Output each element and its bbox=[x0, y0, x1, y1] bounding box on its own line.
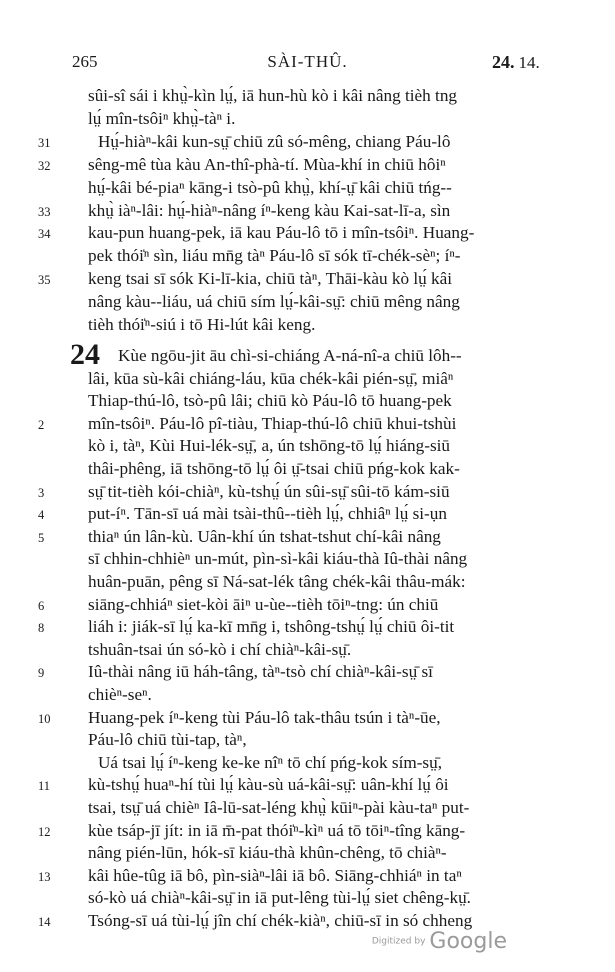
verse-number: 11 bbox=[38, 779, 51, 794]
text-line: kâi hûe-tûg iā bô, pìn-siàⁿ-lâi iā bô. Siāng-chhiáⁿ in taⁿ bbox=[88, 865, 462, 885]
verse-number: 12 bbox=[38, 824, 51, 839]
text-line: chièⁿ-seⁿ. bbox=[88, 685, 152, 704]
verse-number: 14 bbox=[38, 915, 51, 929]
text-line: khṳ̀ iàⁿ-lâi: hṳ́-hiàⁿ-nâng íⁿ-keng kàu Kai-sat-lī-a, sìn bbox=[88, 200, 451, 220]
digitized-by-google-watermark bbox=[372, 929, 507, 954]
text-line: Kùe ngōu-jit āu chì-si-chiáng A-ná-nî-a chiū lôh-- bbox=[118, 346, 462, 365]
text-line: liáh i: jiák-sī lṳ́ ka-kī mn̄g i, tshông-tshṳ́ lṳ́ chiū ôi-tit bbox=[88, 617, 455, 637]
text-line: thiaⁿ ún lân-kù. Uân-khí ún tshat-tshut chí-kâi nâng bbox=[88, 526, 441, 546]
text-line: sêng-mê tùa kàu An-thî-phà-tí. Mùa-khí in chiū hôiⁿ bbox=[88, 154, 446, 174]
verse-number: 35 bbox=[38, 273, 51, 288]
digitized-by-label: Digitized by bbox=[371, 936, 426, 947]
verse-number: 32 bbox=[38, 158, 51, 173]
text-line: sṳ̄ tit-tièh kói-chiàⁿ, kù-tshṳ́ ún sûi-sṳ̄ sûi-tō kám-siū bbox=[88, 481, 450, 501]
text-line: nâng pién-lūn, hók-sī kiáu-thà khûn-chêng, tō chiàⁿ- bbox=[88, 843, 447, 863]
text-line: huân-puān, pêng sī Ná-sat-lék tâng chék-kâi thâu-mák: bbox=[88, 572, 466, 591]
text-line: mîn-tsôiⁿ. Páu-lô pî-tiàu, Thiap-thú-lô chiū khui-tshùi bbox=[88, 413, 457, 433]
verse-number: 2 bbox=[38, 417, 45, 432]
text-line: put-íⁿ. Tān-sī uá mài tsài-thû--tièh lṳ́, chhiâⁿ lṳ́ si-ụn bbox=[88, 504, 447, 524]
page-number: 265 bbox=[72, 52, 98, 71]
text-line: lṳ́ mîn-tsôiⁿ khṳ̀-tàⁿ i. bbox=[88, 108, 236, 128]
verse-number: 13 bbox=[38, 869, 51, 884]
text-line: hṳ́-kâi bé-piaⁿ kāng-i tsò-pû khṳ̀, khí-ṳ̄ kâi chiū tńg-- bbox=[88, 177, 452, 197]
text-line: Uá tsai lṳ́ íⁿ-keng ke-ke nîⁿ tō chí pńg-kok sím-sṳ̄, bbox=[98, 752, 443, 772]
text-line: só-kò uá chiàⁿ-kâi-sṳ̄ in iā put-lêng tùi-lṳ́ siet chêng-kṳ̄. bbox=[88, 888, 471, 908]
text-line: lâi, kūa sù-kâi chiáng-láu, kūa chék-kâi pién-sṳ̄, miâⁿ bbox=[88, 368, 454, 388]
text-line: Iû-thài nâng iū háh-tâng, tàⁿ-tsò chí chiàⁿ-kâi-sṳ̄ sī bbox=[88, 662, 433, 682]
page-title: SÀI-THÛ. bbox=[267, 52, 348, 71]
text-line: sī chhin-chhièⁿ un-mút, pìn-sì-kâi kiáu-thà Iû-thài nâng bbox=[88, 549, 468, 569]
text-line: kau-pun huang-pek, iā kau Páu-lô tō i mîn-tsôiⁿ. Huang- bbox=[88, 223, 475, 243]
verse-number: 3 bbox=[38, 485, 45, 500]
text-line: Páu-lô chiū tùi-tap, tàⁿ, bbox=[88, 730, 247, 750]
chapter-number: 24 bbox=[70, 338, 100, 371]
verse-number: 5 bbox=[38, 530, 45, 545]
verse-number: 6 bbox=[38, 598, 45, 613]
google-logo: Google bbox=[429, 929, 507, 954]
verse-number: 10 bbox=[38, 711, 51, 726]
chapter-reference: 24. bbox=[492, 52, 515, 72]
verse-number: 4 bbox=[38, 508, 45, 523]
text-line: sûi-sî sái i khṳ̀-kìn lṳ́, iā hun-hù kò i kâi nâng tièh tng bbox=[88, 86, 458, 105]
verse-reference: 14. bbox=[518, 53, 540, 72]
verse-number: 31 bbox=[38, 135, 51, 150]
text-line: nâng kàu--liáu, uá chiū sím lṳ́-kâi-sṳ̄: chiū mêng nâng bbox=[88, 292, 460, 312]
text-line: tièh thói̍ⁿ-siú i tō Hi-lút kâi keng. bbox=[88, 315, 316, 334]
text-line: thâi-phêng, iā tshōng-tō lṳ́ ôi ṳ̄-tsai chiū pńg-kok kak- bbox=[88, 459, 460, 478]
text-line: Tsóng-sī uá tùi-lṳ́ jîn chí chék-kiàⁿ, chiū-sī in só chheng bbox=[88, 911, 473, 930]
text-line: kò i, tàⁿ, Kùi Hui-lék-sṳ̄, a, ún tshōng-tō lṳ́ hiáng-siū bbox=[88, 436, 451, 456]
text-line: keng tsai sī sók Ki-lī-kia, chiū tàⁿ, Thāi-kàu kò lṳ́ kâi bbox=[88, 269, 453, 289]
text-line: siāng-chhiáⁿ siet-kòi āiⁿ u-ùe--tièh tōiⁿ-tng: ún chiū bbox=[88, 594, 439, 614]
text-line: kùe tsáp-jī jít: in iā m̄-pat thói̍ⁿ-kìⁿ uá tō tōiⁿ-tîng kāng- bbox=[88, 820, 466, 840]
verse-number: 9 bbox=[38, 666, 45, 681]
chapter-verse-reference bbox=[492, 52, 540, 73]
text-line: pek thói̍ⁿ sìn, liáu mn̄g tàⁿ Páu-lô sī sók tī-chék-sèⁿ; íⁿ- bbox=[88, 246, 461, 266]
text-line: tsai, tsṳ̄ uá chièⁿ Iâ-lū-sat-léng khṳ̀ kūiⁿ-pài kàu-taⁿ put- bbox=[88, 798, 470, 817]
verse-number: 34 bbox=[38, 227, 51, 242]
verse-number: 8 bbox=[38, 621, 45, 636]
text-line: Huang-pek íⁿ-keng tùi Páu-lô tak-thâu tsún i tàⁿ-ūe, bbox=[88, 707, 441, 727]
text-line: tshuân-tsai ún só-kò i chí chiàⁿ-kâi-sṳ̄. bbox=[88, 639, 352, 659]
verse-number: 33 bbox=[38, 204, 51, 219]
text-line: Thiap-thú-lô, tsò-pû lâi; chiū kò Páu-lô tō huang-pek bbox=[88, 391, 452, 411]
text-line: Hṳ́-hiàⁿ-kâi kun-sṳ̄ chiū zû só-mêng, chiang Páu-lô bbox=[98, 131, 451, 151]
text-line: kù-tshṳ́ huaⁿ-hí tùi lṳ́ kàu-sù uá-kâi-sṳ̄: uân-khí lṳ́ ôi bbox=[88, 775, 449, 795]
